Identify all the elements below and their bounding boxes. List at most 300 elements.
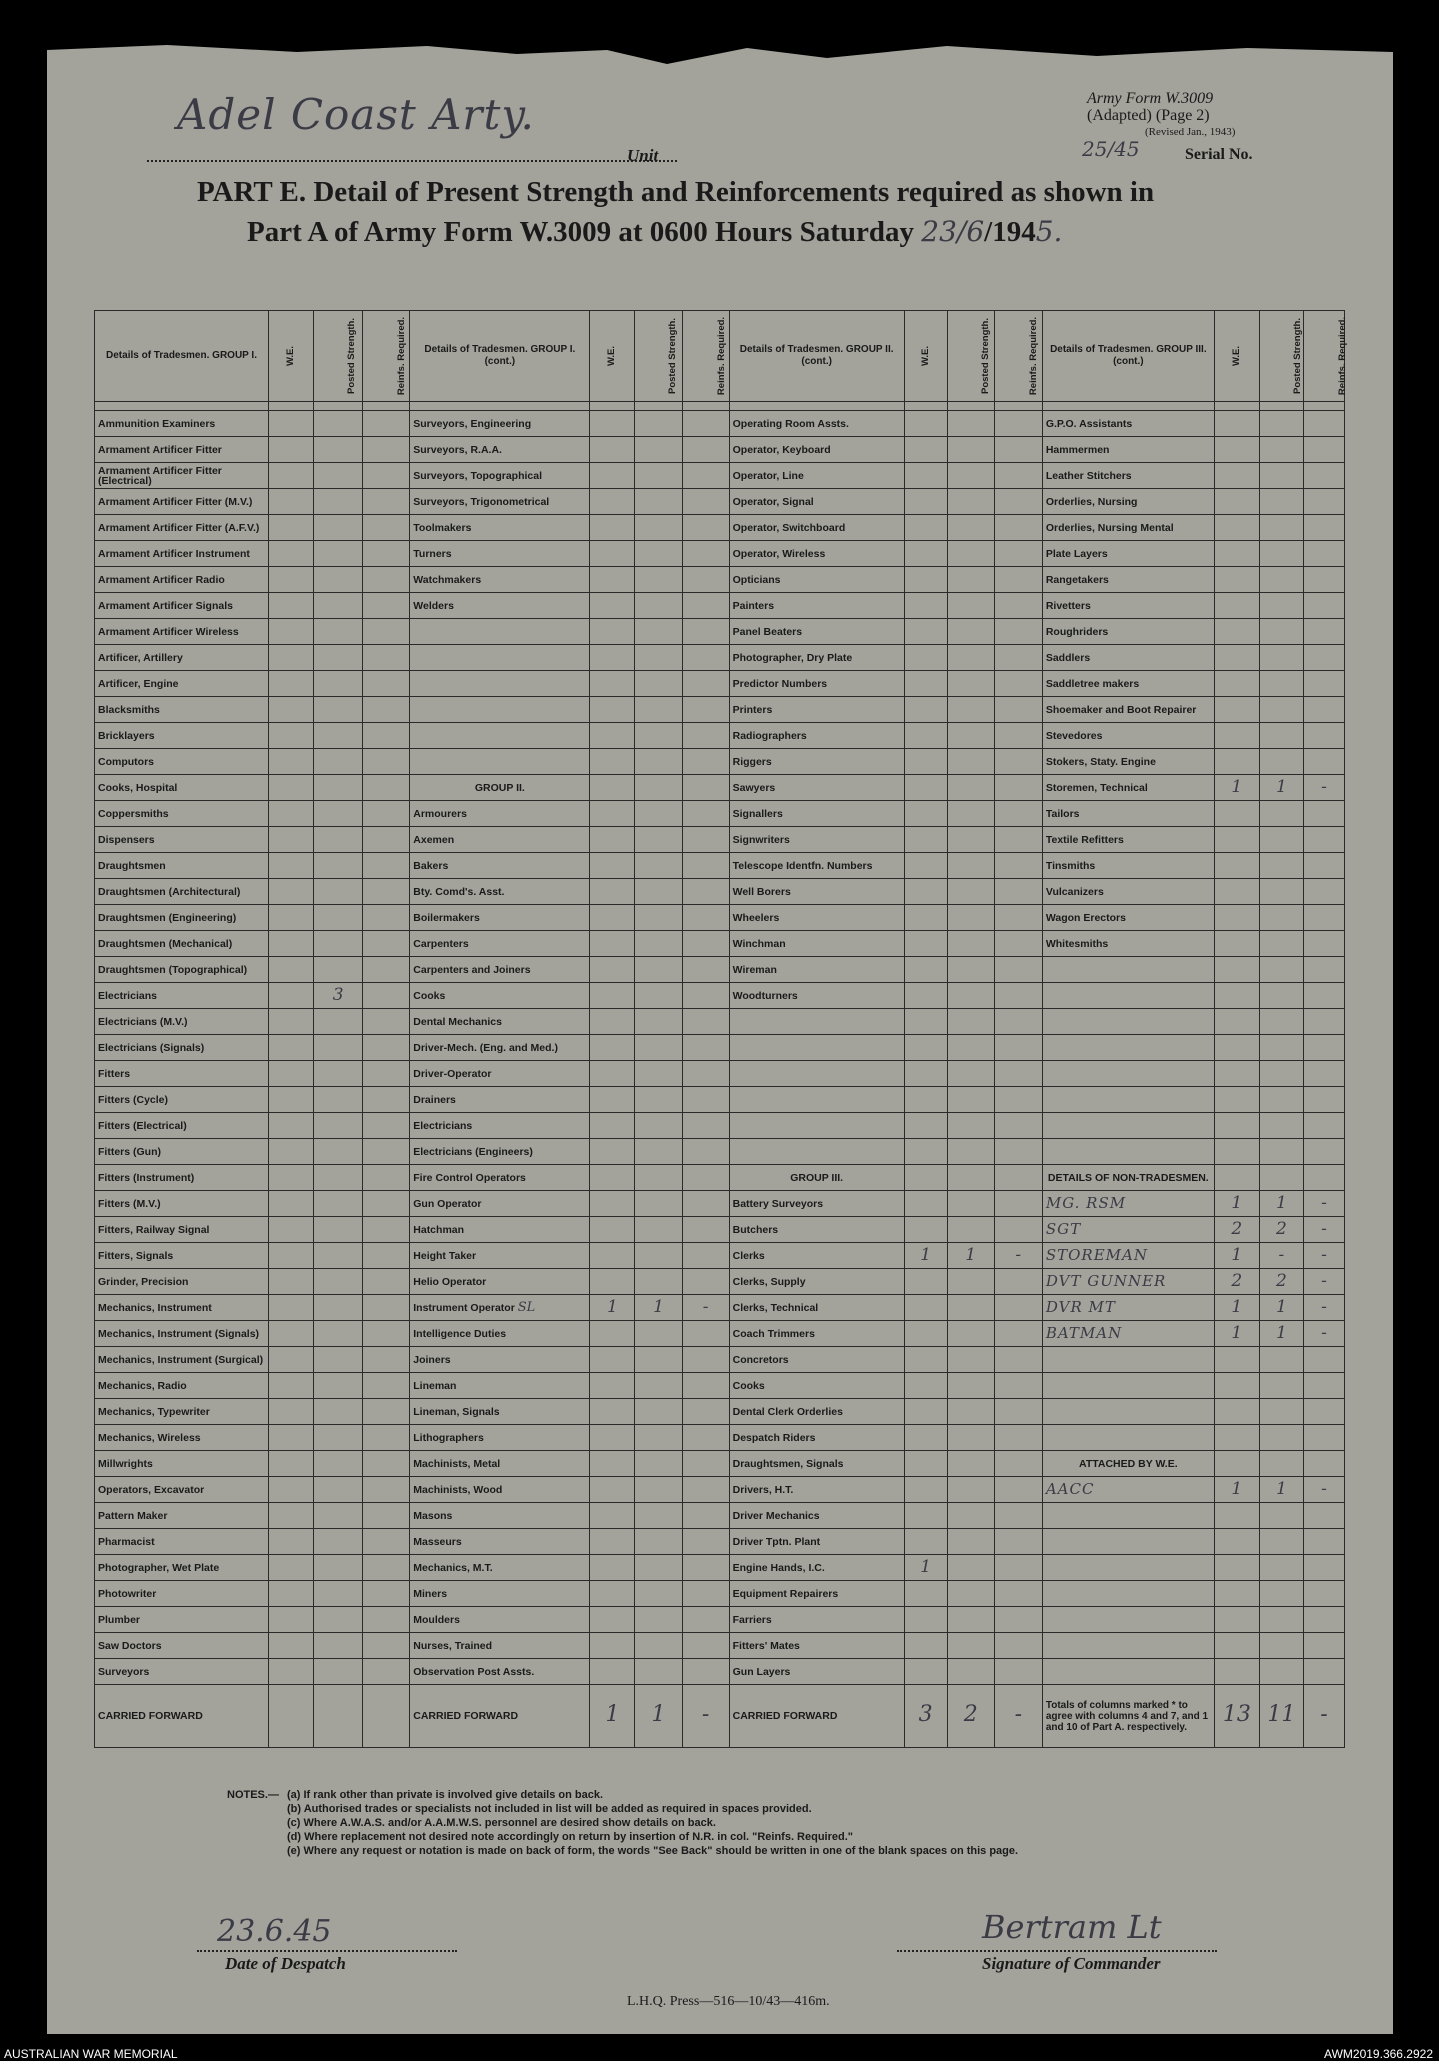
posted-cell (1259, 437, 1303, 463)
we-cell (904, 463, 947, 489)
posted-cell (947, 437, 994, 463)
posted-cell (314, 1451, 363, 1477)
trade-label: Plumber (95, 1607, 269, 1633)
table-row (95, 1425, 1345, 1451)
reinfs-cell (994, 1555, 1042, 1581)
we-cell (904, 827, 947, 853)
trade-label: Winchman (729, 931, 904, 957)
reinfs-cell (682, 1477, 729, 1503)
table-row (95, 1399, 1345, 1425)
trade-label: Clerks, Supply (729, 1269, 904, 1295)
we-cell (904, 1321, 947, 1347)
posted-cell (314, 1373, 363, 1399)
table-row (95, 957, 1345, 983)
posted-cell (635, 411, 682, 437)
reinfs-cell (994, 1217, 1042, 1243)
reinfs-cell (682, 1243, 729, 1269)
we-cell (590, 645, 635, 671)
we-cell (269, 801, 314, 827)
handwritten-entry: - (1321, 1270, 1327, 1291)
trade-label: Battery Surveyors (729, 1191, 904, 1217)
reinfs-cell (1303, 1425, 1344, 1451)
posted-cell (1259, 1477, 1303, 1503)
torn-edge (47, 42, 1393, 66)
reinfs-cell (363, 697, 410, 723)
table-row (95, 593, 1345, 619)
posted-cell (1259, 515, 1303, 541)
posted-cell (1259, 1503, 1303, 1529)
blank-label (1042, 1139, 1214, 1165)
reinfs-cell (682, 1555, 729, 1581)
we-cell (590, 1165, 635, 1191)
posted-cell (635, 1529, 682, 1555)
blank-label (1042, 1581, 1214, 1607)
we-cell (1214, 1451, 1259, 1477)
trade-label: Predictor Numbers (729, 671, 904, 697)
posted-cell (635, 489, 682, 515)
we-cell (1214, 1113, 1259, 1139)
we-cell (590, 567, 635, 593)
we-cell (269, 1503, 314, 1529)
we-cell (590, 1555, 635, 1581)
posted-cell (1259, 1347, 1303, 1373)
posted-cell (947, 1685, 994, 1748)
we-cell (269, 983, 314, 1009)
we-cell (1214, 1373, 1259, 1399)
reinfs-cell (363, 1555, 410, 1581)
posted-cell (635, 723, 682, 749)
posted-cell (1259, 1217, 1303, 1243)
table-row (95, 1269, 1345, 1295)
posted-cell (1259, 489, 1303, 515)
posted-cell (314, 1685, 363, 1748)
posted-cell (314, 1139, 363, 1165)
reinfs-cell (994, 515, 1042, 541)
reinfs-cell (363, 1633, 410, 1659)
carried-forward-label: CARRIED FORWARD (410, 1685, 590, 1748)
we-cell (904, 1685, 947, 1748)
trade-label: Stokers, Staty. Engine (1042, 749, 1214, 775)
reinfs-cell (994, 671, 1042, 697)
non-tradesman-name-text: DVT GUNNER (1045, 1271, 1167, 1290)
we-cell (1214, 723, 1259, 749)
we-cell (269, 463, 314, 489)
unit-dotted-line (147, 160, 677, 162)
posted-cell (635, 1555, 682, 1581)
note-line: NOTES.— (a) If rank other than private is involved give details on back. (227, 1789, 604, 1801)
we-cell (590, 1399, 635, 1425)
table-row (95, 645, 1345, 671)
handwritten-entry: 1 (920, 1556, 932, 1577)
trade-label: Observation Post Assts. (410, 1659, 590, 1685)
reinfs-cell (994, 1425, 1042, 1451)
we-cell (904, 983, 947, 1009)
trade-label: Fitters (95, 1061, 269, 1087)
reinfs-cell (682, 593, 729, 619)
posted-cell (1259, 1529, 1303, 1555)
we-cell (269, 1581, 314, 1607)
posted-cell (1259, 749, 1303, 775)
trade-label: Fitters (Instrument) (95, 1165, 269, 1191)
posted-cell (314, 1035, 363, 1061)
posted-cell (314, 463, 363, 489)
trade-label: Machinists, Metal (410, 1451, 590, 1477)
we-cell (904, 1139, 947, 1165)
posted-cell (947, 1139, 994, 1165)
we-cell (904, 411, 947, 437)
posted-cell (635, 567, 682, 593)
posted-cell (947, 1191, 994, 1217)
reinfs-cell (1303, 827, 1344, 853)
posted-cell (314, 879, 363, 905)
we-cell (590, 1425, 635, 1451)
trade-label: Clerks (729, 1243, 904, 1269)
reinfs-cell (994, 593, 1042, 619)
posted-cell (314, 671, 363, 697)
we-cell (904, 1425, 947, 1451)
trade-label: Blacksmiths (95, 697, 269, 723)
posted-cell (1259, 827, 1303, 853)
posted-cell (635, 1451, 682, 1477)
reinfs-cell (1303, 1633, 1344, 1659)
header-posted: Posted Strength. (947, 311, 994, 402)
handwritten-entry: - (1321, 1478, 1327, 1499)
we-cell (590, 489, 635, 515)
we-cell (1214, 1425, 1259, 1451)
trade-label: Mechanics, Instrument (95, 1295, 269, 1321)
posted-cell (635, 463, 682, 489)
trade-label: Painters (729, 593, 904, 619)
table-row (95, 697, 1345, 723)
reinfs-cell (1303, 723, 1344, 749)
table-row (95, 411, 1345, 437)
posted-cell (947, 515, 994, 541)
handwritten-entry: 1 (1275, 1192, 1287, 1213)
we-cell (590, 1139, 635, 1165)
posted-cell (314, 957, 363, 983)
reinfs-cell (363, 411, 410, 437)
reinfs-cell (363, 619, 410, 645)
posted-cell (314, 931, 363, 957)
we-cell (590, 749, 635, 775)
posted-cell (947, 1477, 994, 1503)
reinfs-cell (1303, 1321, 1344, 1347)
handwritten-entry: 3 (332, 984, 344, 1005)
strength-table (94, 310, 1348, 1748)
non-tradesman-name (1042, 1269, 1214, 1295)
we-cell (269, 1477, 314, 1503)
trade-label: Electricians (410, 1113, 590, 1139)
posted-cell (947, 1295, 994, 1321)
we-cell (590, 463, 635, 489)
trade-label: Saddlers (1042, 645, 1214, 671)
reinfs-cell (363, 1685, 410, 1748)
blank-label (1042, 1607, 1214, 1633)
trade-label: Fitters (Cycle) (95, 1087, 269, 1113)
trade-label: Operating Room Assts. (729, 411, 904, 437)
header-we: W.E. (590, 311, 635, 402)
reinfs-cell (363, 983, 410, 1009)
posted-cell (947, 1269, 994, 1295)
posted-cell (314, 437, 363, 463)
trade-label: Cooks (410, 983, 590, 1009)
we-cell (590, 983, 635, 1009)
reinfs-cell (994, 463, 1042, 489)
reinfs-cell (994, 775, 1042, 801)
trade-label: Lithographers (410, 1425, 590, 1451)
table-row (95, 1165, 1345, 1191)
non-tradesman-name (1042, 1295, 1214, 1321)
we-cell (904, 1217, 947, 1243)
reinfs-cell (682, 645, 729, 671)
header-we: W.E. (1214, 311, 1259, 402)
reinfs-cell (994, 541, 1042, 567)
reinfs-cell (682, 1165, 729, 1191)
posted-cell (314, 567, 363, 593)
posted-cell (635, 437, 682, 463)
posted-cell (1259, 619, 1303, 645)
table-row (95, 853, 1345, 879)
reinfs-cell (363, 645, 410, 671)
posted-cell (314, 1607, 363, 1633)
note-line: (c) Where A.W.A.S. and/or A.A.M.W.S. personnel are desired show details on back. (287, 1817, 716, 1829)
we-cell (1214, 879, 1259, 905)
we-cell (1214, 1607, 1259, 1633)
we-cell (590, 905, 635, 931)
posted-cell (1259, 1009, 1303, 1035)
trade-label: Dispensers (95, 827, 269, 853)
reinfs-cell (1303, 1035, 1344, 1061)
trade-label: Lineman (410, 1373, 590, 1399)
posted-cell (947, 931, 994, 957)
reinfs-cell (363, 1269, 410, 1295)
trade-label: Driver-Mech. (Eng. and Med.) (410, 1035, 590, 1061)
we-cell (904, 671, 947, 697)
reinfs-cell (682, 1425, 729, 1451)
spacer-row (95, 402, 1345, 411)
reinfs-cell (994, 1269, 1042, 1295)
reinfs-cell (363, 567, 410, 593)
we-cell (1214, 697, 1259, 723)
reinfs-cell (994, 1581, 1042, 1607)
posted-cell (947, 593, 994, 619)
posted-cell (635, 853, 682, 879)
trade-label: Surveyors, Topographical (410, 463, 590, 489)
header-reinfs: Reinfs. Required. (363, 311, 410, 402)
reinfs-cell (994, 1477, 1042, 1503)
reinfs-cell (682, 567, 729, 593)
form-reference (1087, 90, 1235, 141)
handwritten-entry: 2 (1231, 1218, 1243, 1239)
commander-signature: Bertram Lt (982, 1908, 1162, 1946)
we-cell (1214, 853, 1259, 879)
reinfs-cell (1303, 437, 1344, 463)
posted-cell (635, 1347, 682, 1373)
carried-forward-value: 11 (1267, 1701, 1296, 1727)
reinfs-cell (363, 541, 410, 567)
trade-label: Surveyors (95, 1659, 269, 1685)
trade-label: Boilermakers (410, 905, 590, 931)
posted-cell (947, 671, 994, 697)
we-cell (590, 1113, 635, 1139)
reinfs-cell (363, 1425, 410, 1451)
posted-cell (635, 957, 682, 983)
header-we: W.E. (269, 311, 314, 402)
serial-handwritten: 25/45 (1082, 137, 1140, 161)
posted-cell (1259, 1425, 1303, 1451)
posted-cell (1259, 1685, 1303, 1748)
posted-cell (947, 411, 994, 437)
we-cell (269, 1607, 314, 1633)
trade-label: Opticians (729, 567, 904, 593)
we-cell (269, 1295, 314, 1321)
posted-cell (1259, 1269, 1303, 1295)
we-cell (590, 1347, 635, 1373)
we-cell (904, 1633, 947, 1659)
trade-label: Photographer, Dry Plate (729, 645, 904, 671)
table-row (95, 1555, 1345, 1581)
we-cell (1214, 463, 1259, 489)
posted-cell (947, 1113, 994, 1139)
reinfs-cell (1303, 541, 1344, 567)
reinfs-cell (363, 1607, 410, 1633)
we-cell (590, 723, 635, 749)
we-cell (1214, 1139, 1259, 1165)
trade-label: Pattern Maker (95, 1503, 269, 1529)
posted-cell (947, 827, 994, 853)
trade-label: Bty. Comd's. Asst. (410, 879, 590, 905)
posted-cell (1259, 879, 1303, 905)
we-cell (269, 1191, 314, 1217)
handwritten-entry: 1 (1275, 1322, 1287, 1343)
trade-label: Draughtsmen (Architectural) (95, 879, 269, 905)
we-cell (590, 593, 635, 619)
trade-label: Draughtsmen (Engineering) (95, 905, 269, 931)
reinfs-cell (363, 1373, 410, 1399)
signature-label: Signature of Commander (982, 1954, 1161, 1973)
note-line: (e) Where any request or notation is made on back of form, the words "See Back" should be written in one of the blank spaces on this page. (287, 1845, 1019, 1857)
we-cell (269, 515, 314, 541)
posted-cell (635, 1581, 682, 1607)
posted-cell (314, 1425, 363, 1451)
serial-label: Serial No. (1185, 146, 1253, 163)
we-cell (904, 1529, 947, 1555)
trade-label: Armament Artificer Fitter (A.F.V.) (95, 515, 269, 541)
we-cell (1214, 801, 1259, 827)
carried-forward-value: - (1014, 1701, 1022, 1727)
we-cell (269, 1685, 314, 1748)
posted-cell (314, 489, 363, 515)
we-cell (269, 1165, 314, 1191)
trade-label: Signallers (729, 801, 904, 827)
posted-cell (635, 983, 682, 1009)
notes (227, 1788, 1018, 1858)
posted-cell (314, 619, 363, 645)
posted-cell (635, 1009, 682, 1035)
trade-label: Turners (410, 541, 590, 567)
posted-cell (314, 411, 363, 437)
reinfs-cell (363, 1087, 410, 1113)
carried-forward-value: - (1320, 1701, 1328, 1727)
blank-label (729, 1087, 904, 1113)
reinfs-cell (363, 463, 410, 489)
trade-label: Fitters (Electrical) (95, 1113, 269, 1139)
trade-label: Despatch Riders (729, 1425, 904, 1451)
we-cell (269, 1321, 314, 1347)
posted-cell (947, 1009, 994, 1035)
trade-label: Moulders (410, 1607, 590, 1633)
trade-label: GROUP III. (729, 1165, 904, 1191)
we-cell (590, 697, 635, 723)
posted-cell (947, 1607, 994, 1633)
handwritten-entry: - (1321, 776, 1327, 797)
trade-label: Mechanics, Instrument (Signals) (95, 1321, 269, 1347)
we-cell (590, 1217, 635, 1243)
reinfs-cell (363, 489, 410, 515)
reinfs-cell (994, 983, 1042, 1009)
posted-cell (947, 1425, 994, 1451)
carried-forward-value: - (701, 1701, 710, 1727)
blank-label (1042, 1633, 1214, 1659)
reinfs-cell (682, 1399, 729, 1425)
reinfs-cell (1303, 593, 1344, 619)
trade-label: Draughtsmen, Signals (729, 1451, 904, 1477)
we-cell (269, 541, 314, 567)
reinfs-cell (1303, 1477, 1344, 1503)
trade-label: Woodturners (729, 983, 904, 1009)
table-row (95, 567, 1345, 593)
handwritten-entry: - (1321, 1296, 1327, 1317)
posted-cell (635, 775, 682, 801)
we-cell (1214, 983, 1259, 1009)
handwritten-entry: - (702, 1296, 709, 1317)
reinfs-cell (1303, 1061, 1344, 1087)
reinfs-cell (682, 1529, 729, 1555)
we-cell (904, 1269, 947, 1295)
non-tradesman-name (1042, 1217, 1214, 1243)
trade-label: Helio Operator (410, 1269, 590, 1295)
reinfs-cell (1303, 1087, 1344, 1113)
attached-name-text: AACC (1045, 1479, 1095, 1498)
posted-cell (947, 1165, 994, 1191)
handwritten-entry: 1 (653, 1296, 664, 1317)
totals-note: Totals of columns marked * to agree with columns 4 and 7, and 1 and 10 of Part A. respectively. (1042, 1685, 1214, 1748)
trade-label: Miners (410, 1581, 590, 1607)
reinfs-cell (1303, 1139, 1344, 1165)
carried-forward-value: 13 (1222, 1701, 1251, 1727)
trade-label: Electricians (Signals) (95, 1035, 269, 1061)
posted-cell (1259, 1139, 1303, 1165)
table-row (95, 1191, 1345, 1217)
trade-label: Bricklayers (95, 723, 269, 749)
posted-cell (947, 1243, 994, 1269)
trade-label: Orderlies, Nursing Mental (1042, 515, 1214, 541)
we-cell (269, 723, 314, 749)
reinfs-cell (363, 1191, 410, 1217)
handwritten-entry: 1 (1231, 1322, 1243, 1343)
trade-label: Printers (729, 697, 904, 723)
archive-id: AWM2019.366.2922 (1324, 2047, 1433, 2061)
posted-cell (314, 749, 363, 775)
posted-cell (947, 489, 994, 515)
reinfs-cell (682, 1503, 729, 1529)
posted-cell (314, 1113, 363, 1139)
blank-label (1042, 1347, 1214, 1373)
form-ref-line: Army Form W.3009 (1087, 90, 1214, 107)
posted-cell (635, 1191, 682, 1217)
trade-label: Bakers (410, 853, 590, 879)
posted-cell (635, 1035, 682, 1061)
